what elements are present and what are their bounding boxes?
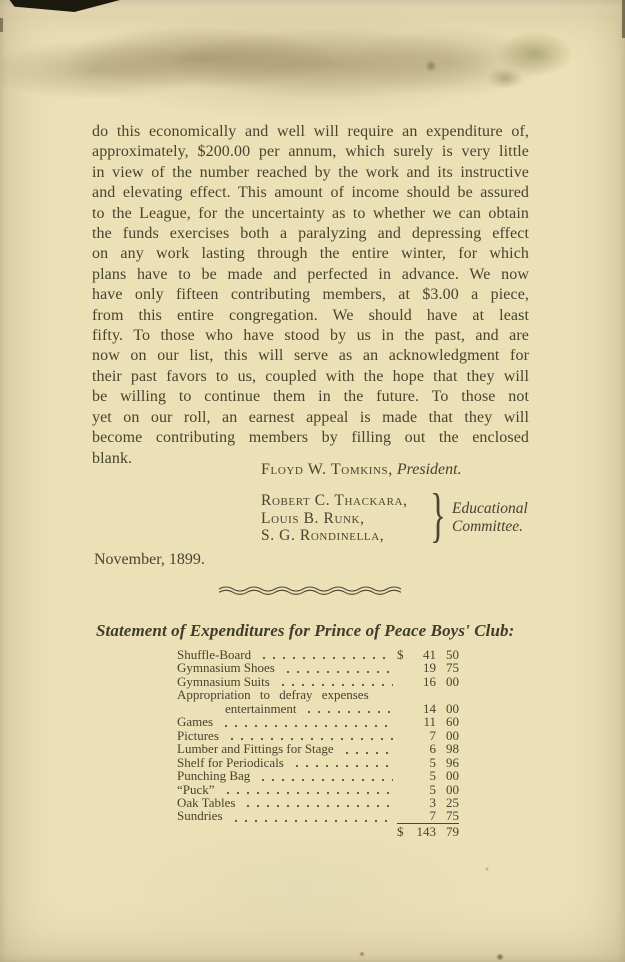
scan-edge-nick — [0, 18, 3, 32]
expense-row — [177, 688, 459, 701]
dot-leader — [221, 785, 393, 795]
dot-leader — [375, 691, 393, 701]
body-text-line: now on our list, this will serve as an acknowledgment for — [92, 347, 529, 365]
body-paragraph — [92, 122, 529, 469]
expense-row — [177, 729, 459, 742]
amount-dollars: 5 — [429, 781, 436, 797]
dollar-sign: $ — [397, 823, 404, 839]
committee-names — [261, 492, 408, 545]
expense-amount — [397, 756, 459, 769]
amount-cents: 60 — [446, 714, 459, 730]
amount-dollars: 14 — [423, 700, 436, 716]
amount-dollars: 19 — [423, 660, 436, 676]
expense-amount — [397, 809, 459, 823]
president-signature-line — [261, 461, 462, 479]
dot-leader — [225, 731, 393, 741]
amount-dollars: 7 — [429, 808, 436, 824]
committee-member: S. G. Rondinella, — [261, 527, 385, 545]
amount-dollars: 7 — [429, 727, 436, 743]
amount-dollars: 41 — [423, 647, 436, 662]
committee-member: Robert C. Thackara, — [261, 492, 408, 509]
expense-row — [177, 702, 459, 715]
expense-row — [177, 648, 459, 661]
expense-row — [177, 769, 459, 782]
scan-corner-mark — [0, 0, 120, 12]
expense-amount — [397, 769, 459, 782]
expense-item-label: Gymnasium Shoes — [177, 660, 275, 676]
body-text-line: become contributing members by filling out the enclosed — [92, 429, 529, 447]
dot-leader — [241, 798, 393, 808]
committee-label-line: Educational — [452, 500, 528, 517]
expense-row — [177, 756, 459, 769]
body-text-line: be willing to continue them in the future. To those not — [92, 388, 529, 406]
expense-row — [177, 742, 459, 755]
expense-amount — [397, 796, 459, 809]
body-text-line: do this economically and well will require an expenditure of, — [92, 123, 529, 140]
wavy-divider — [218, 585, 402, 597]
body-text-line: plans have to be made and perfected in advance. We now — [92, 265, 529, 283]
amount-dollars: 5 — [429, 754, 436, 770]
expense-row — [177, 675, 459, 688]
expense-item-label: Games — [177, 714, 214, 730]
expense-table — [177, 648, 459, 838]
dot-leader — [302, 704, 393, 714]
dot-leader — [229, 813, 394, 823]
total-dollars: 143 — [416, 823, 436, 839]
brace-glyph: } — [430, 482, 446, 548]
amount-cents: 96 — [446, 754, 459, 770]
body-text-line: have only fifteen contributing members, at $3.00 a piece, — [92, 286, 529, 304]
body-text-line: on any work lasting through the entire winter, for which — [92, 245, 529, 263]
expense-amount — [397, 715, 459, 728]
expense-amount — [397, 702, 459, 715]
body-text-line: the funds exercises both a paralyzing and depressing effect — [92, 225, 529, 243]
amount-cents: 00 — [446, 768, 459, 784]
body-text-line: yet on our roll, an earnest appeal is made that they will — [92, 408, 529, 426]
dot-leader — [290, 758, 393, 768]
body-text-line: blank. — [92, 449, 133, 467]
amount-cents: 75 — [446, 660, 459, 676]
total-cents: 79 — [446, 823, 459, 839]
amount-cents: 50 — [446, 647, 459, 662]
expense-item-label: “Puck” — [177, 781, 215, 797]
expense-amount — [397, 648, 459, 661]
expense-item-label: Pictures — [177, 727, 219, 743]
expense-row — [177, 783, 459, 796]
body-text-line: from this entire congregation. We should have at least — [92, 306, 529, 324]
amount-cents: 25 — [446, 794, 459, 810]
expense-row — [177, 715, 459, 728]
amount-cents: 00 — [446, 727, 459, 743]
amount-cents: 75 — [446, 808, 459, 824]
dot-leader — [257, 650, 393, 660]
expense-amount — [397, 729, 459, 742]
expense-amount — [397, 742, 459, 755]
expense-item-label: entertainment — [225, 700, 297, 716]
amount-dollars: 6 — [429, 741, 436, 757]
body-text-line: in view of the number reached by the work and its instructive — [92, 163, 529, 181]
expense-item-label: Shelf for Periodicals — [177, 754, 284, 770]
dot-leader — [276, 677, 393, 687]
body-text-line: their past favors to us, coupled with the hope that they will — [92, 367, 529, 385]
expense-item-label: Appropriation to defray expenses — [177, 687, 369, 703]
amount-cents: 00 — [446, 700, 459, 716]
amount-dollars: 3 — [429, 794, 436, 810]
amount-dollars: 11 — [423, 714, 436, 730]
expense-item-label: Lumber and Fittings for Stage — [177, 741, 334, 757]
body-text-line: fifty. To those who have stood by us in the past, and are — [92, 327, 529, 345]
expense-item-label: Oak Tables — [177, 794, 236, 810]
expense-item-label: Punching Bag — [177, 768, 251, 784]
amount-cents: 00 — [446, 673, 459, 689]
expense-item-label: Gymnasium Suits — [177, 673, 270, 689]
committee-label — [452, 500, 528, 535]
statement-title: Statement of Expenditures for Prince of Peace Boys' Club: — [96, 621, 515, 640]
body-text-line: to the League, for the uncertainty as to whether we can obtain — [92, 204, 529, 222]
spacer — [183, 827, 393, 837]
expense-item-label: Sundries — [177, 808, 223, 824]
dot-leader — [219, 718, 393, 728]
president-title: President. — [396, 461, 462, 478]
dot-leader — [281, 664, 393, 674]
expense-row — [177, 661, 459, 674]
dot-leader — [256, 772, 393, 782]
expense-amount — [397, 675, 459, 688]
committee-member: Louis B. Runk, — [261, 509, 365, 527]
amount-cents: 98 — [446, 741, 459, 757]
body-text-line: and elevating effect. This amount of income should be assured — [92, 184, 529, 202]
expense-amount — [397, 783, 459, 796]
president-name: Floyd W. Tomkins, — [261, 461, 393, 478]
amount-dollars: 5 — [429, 768, 436, 784]
committee-label-line: Committee. — [452, 517, 524, 535]
dollar-sign: $ — [397, 647, 404, 662]
expense-row — [177, 796, 459, 809]
dot-leader — [340, 745, 393, 755]
expense-amount — [397, 661, 459, 674]
total-amount — [397, 825, 459, 838]
expense-total-row — [177, 825, 459, 838]
amount-dollars: 16 — [423, 673, 436, 689]
expense-rows — [177, 648, 459, 824]
amount-cents: 00 — [446, 781, 459, 797]
expense-row — [177, 809, 459, 823]
expense-item-label: Shuffle-Board — [177, 647, 252, 662]
body-text-line: approximately, $200.00 per annum, which surely is very little — [92, 143, 529, 161]
date-line: November, 1899. — [94, 551, 205, 568]
